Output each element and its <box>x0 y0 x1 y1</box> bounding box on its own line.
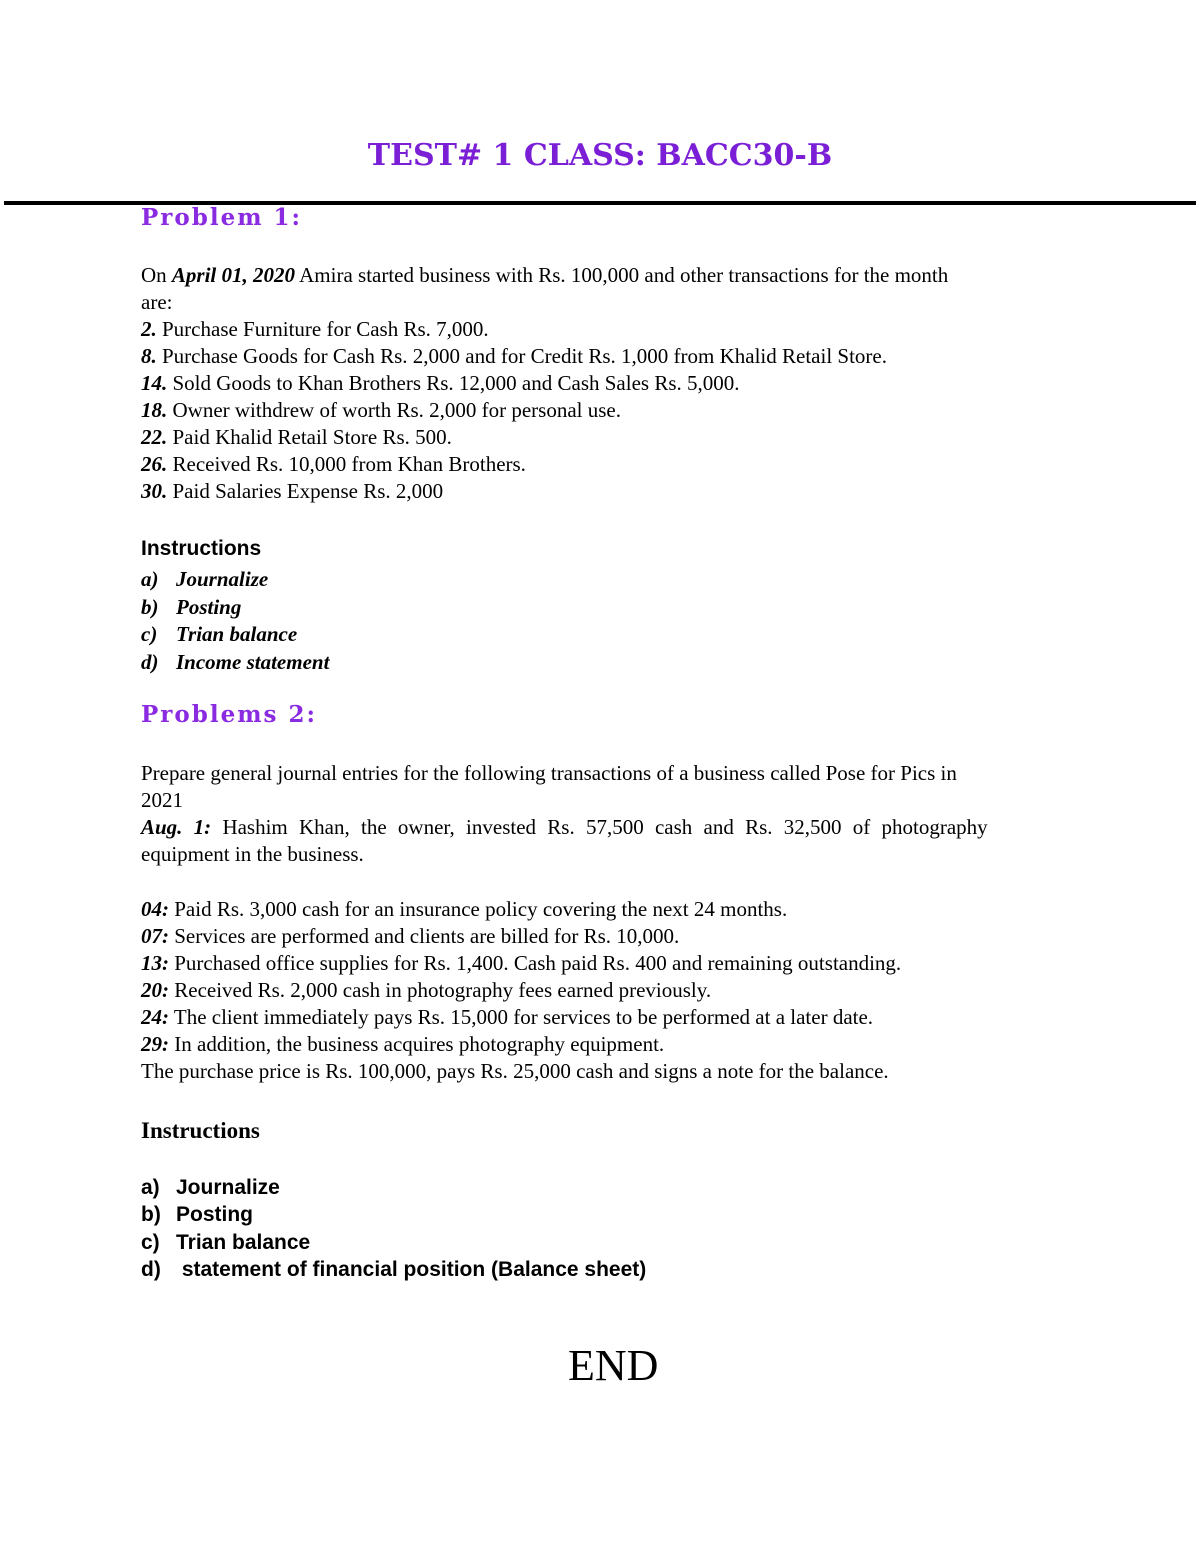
transaction-text: Owner withdrew of worth Rs. 2,000 for personal use. <box>167 398 621 422</box>
transaction-text: Paid Khalid Retail Store Rs. 500. <box>167 425 452 449</box>
instruction-text: Journalize <box>176 1176 280 1199</box>
problem-1-instructions-heading: Instructions <box>141 537 262 560</box>
problem-2-intro <box>141 760 1059 814</box>
end-marker: END <box>568 1341 659 1390</box>
problem-1-heading: Problem 1: <box>141 204 303 231</box>
instruction-marker: c) <box>141 1230 160 1254</box>
transaction-day: 29: <box>141 1032 169 1056</box>
transaction-text: Sold Goods to Khan Brothers Rs. 12,000 and Cash Sales Rs. 5,000. <box>167 371 740 395</box>
instruction-text: Journalize <box>176 567 269 591</box>
transaction-day: 8. <box>141 344 157 368</box>
instruction-text: Posting <box>176 1203 253 1227</box>
transaction-text: Hashim Khan, the owner, invested Rs. 57,500 cash and Rs. 32,500 of photography <box>211 815 988 839</box>
page-title: TEST# 1 CLASS: BACC30-B <box>367 138 833 173</box>
intro-line-2: are: <box>141 290 173 314</box>
instruction-item <box>141 1201 646 1228</box>
first-entry-line-1 <box>141 814 1059 841</box>
intro-line-1: Prepare general journal entries for the following transactions of a business called Pose for Pics in <box>141 761 957 785</box>
transaction-item <box>141 424 1059 451</box>
closing-line: The purchase price is Rs. 100,000, pays Rs. 25,000 cash and signs a note for the balance. <box>141 1059 889 1083</box>
transaction-item <box>141 1031 1059 1058</box>
instruction-marker: d) <box>141 1257 161 1281</box>
instruction-text: Income statement <box>176 649 330 674</box>
intro-date: April 01, 2020 <box>171 263 296 287</box>
transaction-day: 26. <box>141 452 168 476</box>
instruction-item <box>141 566 329 594</box>
transaction-item <box>141 343 1059 370</box>
instruction-marker: c) <box>141 622 158 646</box>
transaction-text: Received Rs. 2,000 cash in photography fees earned previously. <box>169 978 712 1002</box>
transaction-day: 24: <box>141 1005 169 1029</box>
instruction-item <box>141 649 329 677</box>
transaction-day: 07: <box>141 924 169 948</box>
transaction-item <box>141 451 1059 478</box>
instruction-text: Trian balance <box>176 622 298 646</box>
transaction-item <box>141 316 1059 343</box>
instruction-item <box>141 594 329 622</box>
instruction-marker: a) <box>141 567 159 591</box>
transaction-item <box>141 370 1059 397</box>
problem-2-instructions-heading: Instructions <box>141 1118 260 1143</box>
transaction-day: 14. <box>141 371 168 395</box>
transaction-text: Purchase Goods for Cash Rs. 2,000 and for Credit Rs. 1,000 from Khalid Retail Store. <box>156 344 887 368</box>
problem-2-first-entry <box>141 814 1059 868</box>
instruction-text: Posting <box>176 594 242 619</box>
instruction-marker: b) <box>141 1203 161 1227</box>
problem-2-transactions <box>141 896 1059 1085</box>
transaction-text: In addition, the business acquires photography equipment. <box>169 1032 665 1056</box>
transaction-item <box>141 896 1059 923</box>
instruction-item <box>141 1256 646 1283</box>
instruction-item <box>141 1174 646 1201</box>
transaction-day: 22. <box>141 425 168 449</box>
intro-prefix: On <box>141 263 172 287</box>
transaction-item <box>141 977 1059 1004</box>
transaction-day: 20: <box>141 978 169 1002</box>
problem-1-instructions-list <box>141 566 329 676</box>
instruction-text: statement of financial position (Balance sheet) <box>176 1257 647 1281</box>
instruction-marker: a) <box>141 1176 160 1199</box>
transaction-item <box>141 923 1059 950</box>
problem-1-transactions <box>141 316 1059 505</box>
intro-text: Amira started business with Rs. 100,000 and other transactions for the month <box>295 263 949 287</box>
transaction-item <box>141 950 1059 977</box>
transaction-day: 18. <box>141 398 168 422</box>
transaction-text: The client immediately pays Rs. 15,000 for services to be performed at a later date. <box>169 1005 874 1029</box>
transaction-text: Purchase Furniture for Cash Rs. 7,000. <box>156 317 489 341</box>
instruction-marker: b) <box>141 594 159 619</box>
instruction-text: Trian balance <box>176 1230 311 1254</box>
instruction-marker: d) <box>141 649 159 674</box>
instruction-item <box>141 621 329 649</box>
transaction-day: 30. <box>141 479 168 503</box>
transaction-text: Received Rs. 10,000 from Khan Brothers. <box>167 452 526 476</box>
transaction-text: Paid Rs. 3,000 cash for an insurance policy covering the next 24 months. <box>169 897 788 921</box>
intro-line-2: 2021 <box>141 788 183 812</box>
transaction-day: 13: <box>141 951 169 975</box>
transaction-day: Aug. 1: <box>141 815 212 839</box>
problem-1-intro <box>141 262 1059 316</box>
instruction-item <box>141 1229 646 1256</box>
transaction-item <box>141 397 1059 424</box>
transaction-text: Purchased office supplies for Rs. 1,400. Cash paid Rs. 400 and remaining outstanding. <box>169 951 902 975</box>
first-entry-line-2: equipment in the business. <box>141 842 364 866</box>
transaction-item <box>141 1004 1059 1031</box>
problem-2-heading: Problems 2: <box>141 701 317 728</box>
transaction-item <box>141 478 1059 505</box>
transaction-day: 04: <box>141 897 169 921</box>
transaction-text: Paid Salaries Expense Rs. 2,000 <box>167 479 444 503</box>
transaction-text: Services are performed and clients are billed for Rs. 10,000. <box>169 924 680 948</box>
problem-2-instructions-list <box>141 1174 646 1283</box>
transaction-day: 2. <box>141 317 157 341</box>
intro-line-1 <box>141 262 1059 289</box>
